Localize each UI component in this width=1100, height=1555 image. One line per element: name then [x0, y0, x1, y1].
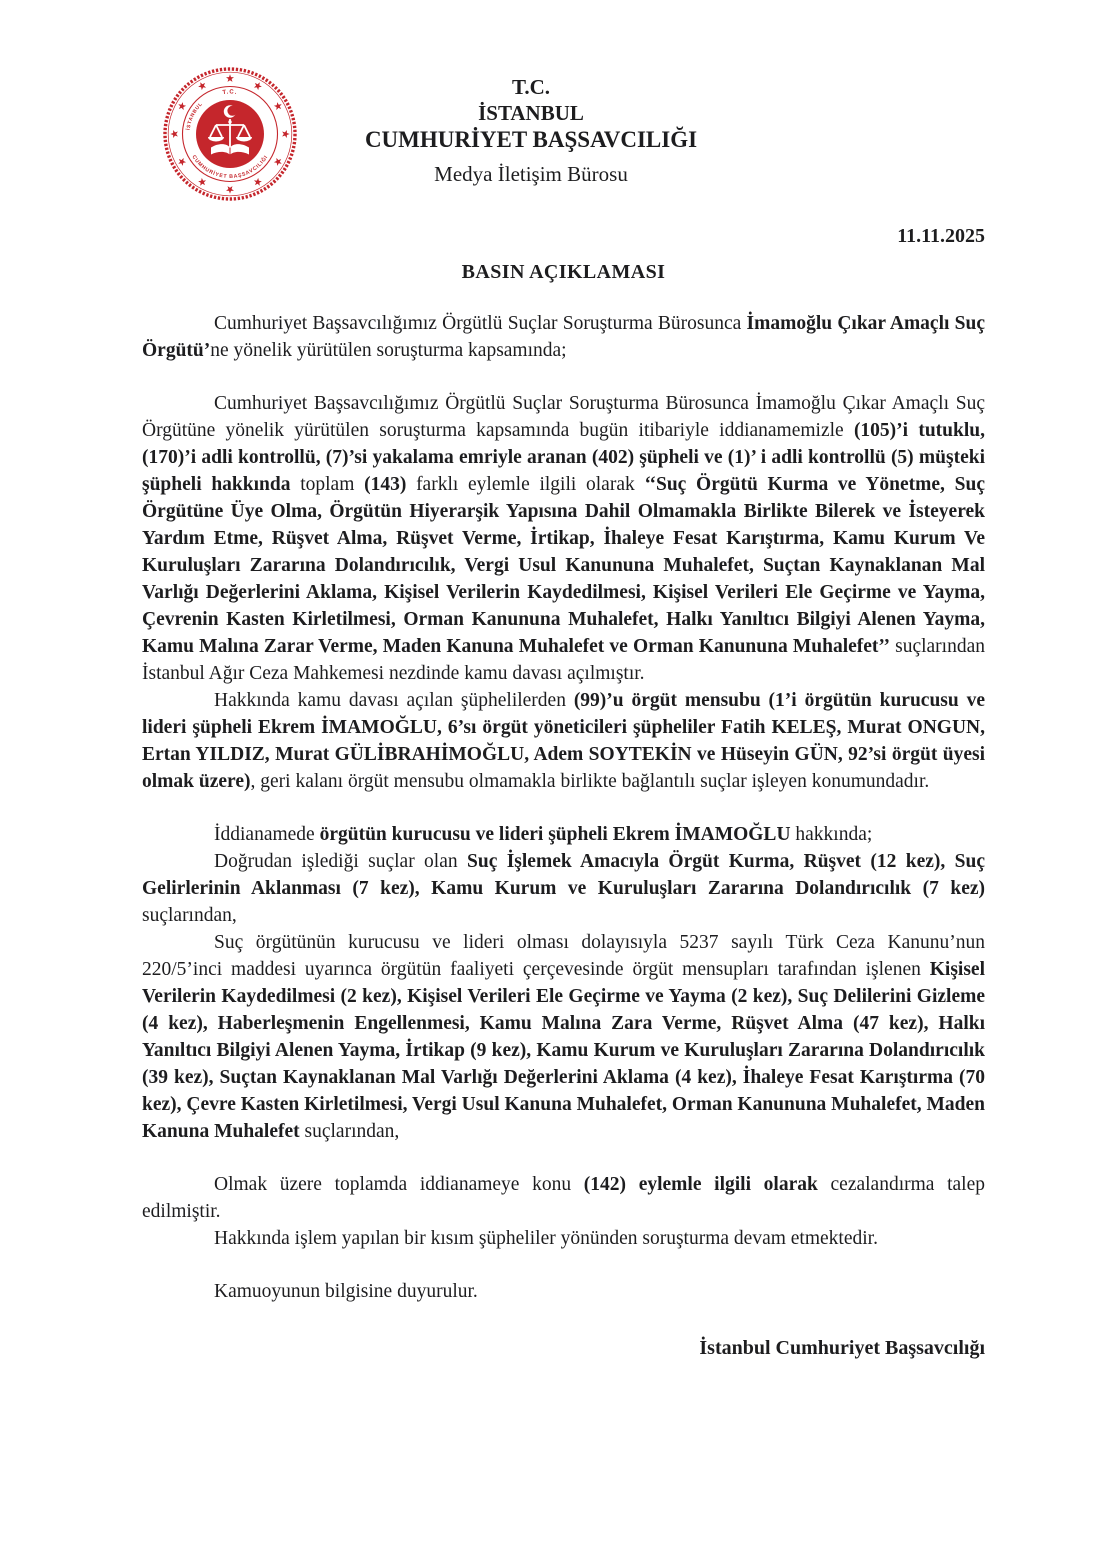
letterhead	[0, 52, 1100, 217]
paragraphs-block	[142, 310, 985, 1305]
letterhead-tc: T.C.	[511, 75, 551, 99]
organization-crimes-paragraph: Suç örgütünün kurucusu ve lideri olması dolayısıyla 5237 sayılı Türk Ceza Kanunu’nun 220/5’inci maddesi uyarınca örgütün faaliyeti çerçevesinde örgüt mensupları tarafından işlenen Kişisel Verilerin Kaydedilmesi (2 kez), Kişisel Verileri Ele Geçirme ve Yayma (2 kez), Suç Delilerini Gizleme (4 kez), Haberleşmenin Engellenmesi, Kamu Malına Zara Verme, Rüşvet Alma (47 kez), Halkı Yanıltıcı Bilgiyi Alenen Yayma, İrtikap (9 kez), Kamu Kurum ve Kuruluşları Zararına Dolandırıcılık (39 kez), Suçtan Kaynaklanan Mal Varlığı Değerlerini Aklama (4 kez), İhaleye Fesat Karıştırma (70 kez), Çevre Kasten Kirletilmesi, Vergi Usul Kanuna Muhalefet, Orman Kanununa Muhalefet, Maden Kanuna Muhalefet suçlarından,	[142, 932, 985, 1142]
public-notice-paragraph: Kamuoyunun bilgisine duyurulur.	[214, 1281, 478, 1302]
total-acts-paragraph: Olmak üzere toplamda iddianameye konu (142) eylemle ilgili olarak cezalandırma talep edilmiştir.	[142, 1174, 985, 1222]
seal-top-text: T.C.	[222, 89, 238, 97]
letterhead-bureau: Medya İletişim Bürosu	[434, 162, 628, 186]
signature: İstanbul Cumhuriyet Başsavcılığı	[699, 1337, 985, 1359]
letterhead-city: İSTANBUL	[478, 101, 584, 125]
document-title: BASIN AÇIKLAMASI	[461, 261, 666, 283]
direct-crimes-paragraph: Doğrudan işlediği suçlar olan Suç İşlemek Amacıyla Örgüt Kurma, Rüşvet (12 kez), Suç Gelirlerinin Aklanması (7 kez), Kamu Kurum ve Kuruluşları Zararına Dolandırıcılık (7 kez) suçlarından,	[142, 851, 985, 926]
intro-paragraph: Cumhuriyet Başsavcılığımız Örgütlü Suçlar Soruşturma Bürosunca İmamoğlu Çıkar Amaçlı Suç Örgütü’ne yönelik yürütülen soruşturma kapsamında;	[142, 313, 985, 361]
seal-bottom-text: CUMHURİYET BAŞSAVCILIĞI	[190, 154, 270, 181]
document-date: 11.11.2025	[897, 225, 985, 247]
letterhead-office: CUMHURİYET BAŞSAVCILIĞI	[364, 127, 698, 152]
defendants-paragraph: Hakkında kamu davası açılan şüphelilerden (99)’u örgüt mensubu (1’i örgütün kurucusu ve lideri şüpheli Ekrem İMAMOĞLU, 6’sı örgüt yöneticileri şüpheliler Fatih KELEŞ, Murat ONGUN, Ertan YILDIZ, Murat GÜLİBRAHİMOĞLU, Adem SOYTEKİN ve Hüseyin GÜN, 92’si örgüt üyesi olmak üzere), geri kalanı örgüt mensubu olmamakla birlikte bağlantılı suçlar işleyen konumundadır.	[142, 690, 985, 792]
letterhead-text	[142, 74, 920, 187]
seal-left-text: İSTANBUL	[185, 101, 205, 131]
ongoing-investigation-paragraph: Hakkında işlem yapılan bir kısım şüpheliler yönünden soruşturma devam etmektedir.	[214, 1228, 878, 1249]
document-body	[142, 224, 985, 1361]
imamoglu-heading-paragraph: İddianamede örgütün kurucusu ve lideri şüpheli Ekrem İMAMOĞLU hakkında;	[214, 824, 873, 845]
indictment-summary-paragraph: Cumhuriyet Başsavcılığımız Örgütlü Suçlar Soruşturma Bürosunca İmamoğlu Çıkar Amaçlı Suç Örgütüne yönelik yürütülen soruşturma kapsamında bugün itibariyle iddianamemizle (105)’i tutuklu, (170)’i adli kontrollü, (7)’si yakalama emriyle aranan (402) şüpheli ve (1)’ i adli kontrollü (5) müşteki şüpheli hakkında toplam (143) farklı eylemle ilgili olarak ‘‘Suç Örgütü Kurma ve Yönetme, Suç Örgütüne Üye Olma, Örgütün Hiyerarşik Yapısına Dahil Olmamakla Birlikte Bilerek ve İsteyerek Yardım Etme, Rüşvet Alma, Rüşvet Verme, İrtikap, İhaleye Fesat Karıştırma, Kamu Kurum Ve Kuruluşları Zararına Dolandırıcılık, Vergi Usul Kanununa Muhalefet, Suçtan Kaynaklanan Mal Varlığı Değerlerini Aklama, Kişisel Verilerin Kaydedilmesi, Kişisel Verileri Ele Geçirme ve Yayma, Çevrenin Kasten Kirletilmesi, Orman Kanununa Muhalefet, Halkı Yanıltıcı Bilgiyi Alenen Yayma, Kamu Malına Zarar Verme, Maden Kanuna Muhalefet ve Orman Kanununa Muhalefet’’ suçlarından İstanbul Ağır Ceza Mahkemesi nezdinde kamu davası açılmıştır.	[142, 393, 985, 684]
